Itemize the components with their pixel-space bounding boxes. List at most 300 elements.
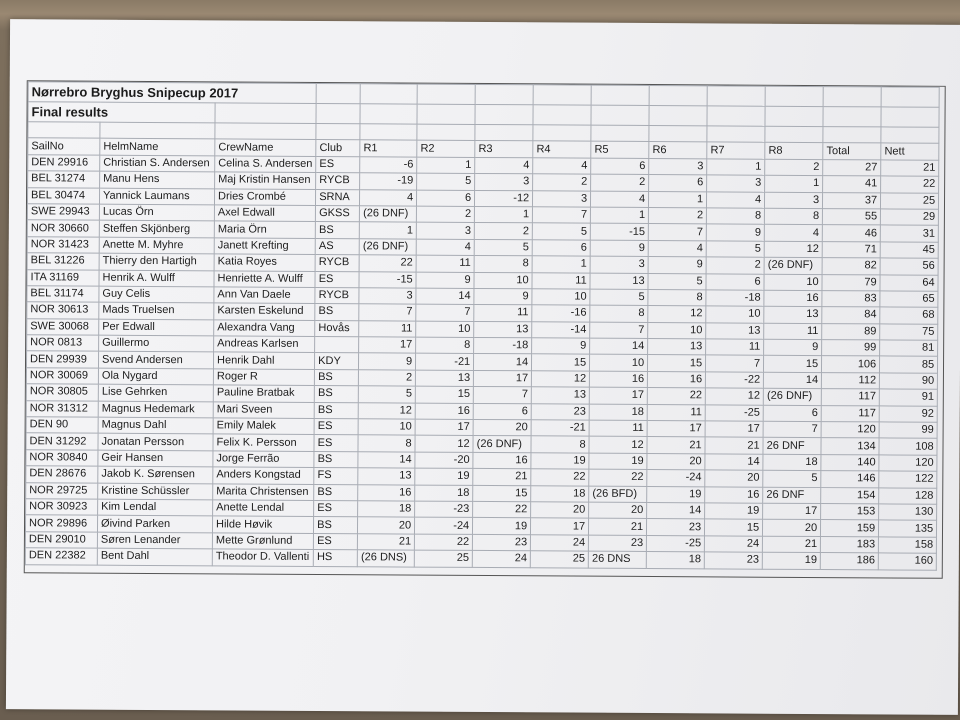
table-cell: 2 bbox=[706, 257, 764, 274]
column-header: R7 bbox=[707, 142, 765, 159]
table-cell: -20 bbox=[415, 452, 473, 469]
table-cell: 17 bbox=[647, 421, 705, 438]
table-cell: DEN 29010 bbox=[25, 531, 97, 548]
table-cell: Axel Edwall bbox=[214, 205, 315, 222]
table-cell: Anders Kongstad bbox=[213, 467, 314, 484]
table-cell: Hovås bbox=[315, 320, 359, 337]
table-cell: 19 bbox=[647, 486, 705, 503]
table-cell: 130 bbox=[879, 504, 937, 521]
table-cell: 15 bbox=[764, 356, 822, 373]
table-cell: 22 bbox=[531, 469, 589, 486]
table-cell: (26 DNF) bbox=[359, 238, 416, 255]
table-cell: 7 bbox=[359, 304, 416, 321]
table-cell: ES bbox=[314, 500, 358, 517]
table-cell: 158 bbox=[879, 537, 937, 554]
table-cell: 7 bbox=[533, 207, 591, 224]
table-cell: 2 bbox=[591, 174, 649, 191]
table-cell: 117 bbox=[821, 389, 879, 406]
table-cell: 24 bbox=[705, 536, 763, 553]
table-cell: 29 bbox=[881, 209, 939, 226]
table-cell: 99 bbox=[822, 340, 880, 357]
table-cell: 12 bbox=[764, 241, 822, 258]
table-cell: 18 bbox=[589, 404, 647, 421]
table-cell: RYCB bbox=[316, 173, 360, 190]
table-cell: BS bbox=[315, 304, 359, 321]
table-cell: 4 bbox=[475, 157, 533, 174]
table-cell: 6 bbox=[649, 175, 707, 192]
table-cell: 11 bbox=[589, 420, 647, 437]
table-cell: -23 bbox=[415, 501, 473, 518]
table-cell: 64 bbox=[880, 274, 938, 291]
table-cell: 5 bbox=[706, 241, 764, 258]
table-cell: 106 bbox=[822, 356, 880, 373]
table-cell: Janett Krefting bbox=[214, 238, 315, 255]
table-cell: 9 bbox=[359, 353, 416, 370]
table-cell: 17 bbox=[415, 419, 473, 436]
table-cell: 160 bbox=[878, 553, 936, 570]
table-cell: BS bbox=[314, 517, 358, 534]
table-cell: 26 DNS bbox=[588, 551, 646, 568]
column-header: R6 bbox=[649, 142, 707, 159]
table-cell: 21 bbox=[358, 533, 415, 550]
table-cell: KDY bbox=[315, 353, 359, 370]
table-cell: 65 bbox=[880, 291, 938, 308]
table-cell: 31 bbox=[880, 225, 938, 242]
table-cell: Maj Kristin Hansen bbox=[215, 172, 316, 189]
table-cell: 154 bbox=[821, 487, 879, 504]
table-cell: 89 bbox=[822, 323, 880, 340]
table-cell: 21 bbox=[473, 469, 531, 486]
table-cell: 120 bbox=[879, 455, 937, 472]
table-cell: 13 bbox=[474, 321, 532, 338]
table-cell: 9 bbox=[474, 288, 532, 305]
table-cell: 19 bbox=[762, 552, 820, 569]
table-cell: NOR 31312 bbox=[26, 400, 98, 417]
table-cell: 18 bbox=[415, 485, 473, 502]
table-cell: Pauline Bratbak bbox=[213, 385, 314, 402]
table-cell: 17 bbox=[589, 387, 647, 404]
table-cell: 8 bbox=[416, 337, 474, 354]
table-cell: 22 bbox=[589, 469, 647, 486]
table-cell: 18 bbox=[358, 501, 415, 518]
table-cell: 183 bbox=[821, 536, 879, 553]
table-cell: 19 bbox=[473, 518, 531, 535]
table-cell: 19 bbox=[705, 503, 763, 520]
table-cell: 8 bbox=[707, 208, 765, 225]
table-cell: 7 bbox=[590, 322, 648, 339]
table-cell: 17 bbox=[763, 503, 821, 520]
table-cell: 5 bbox=[474, 239, 532, 256]
table-cell: SRNA bbox=[316, 189, 360, 206]
table-cell: Felix K. Persson bbox=[213, 434, 314, 451]
column-header: HelmName bbox=[100, 139, 215, 156]
table-cell: 22 bbox=[473, 501, 531, 518]
table-cell: 7 bbox=[416, 304, 474, 321]
table-cell: 6 bbox=[591, 158, 649, 175]
table-cell: Magnus Hedemark bbox=[98, 401, 213, 418]
table-cell: 12 bbox=[358, 402, 415, 419]
table-cell: -25 bbox=[647, 535, 705, 552]
table-cell: RYCB bbox=[315, 287, 359, 304]
table-cell: -15 bbox=[359, 271, 416, 288]
table-cell: 14 bbox=[416, 288, 474, 305]
table-cell: 11 bbox=[474, 305, 532, 322]
table-cell: -25 bbox=[705, 404, 763, 421]
table-cell: 122 bbox=[879, 471, 937, 488]
table-cell: 81 bbox=[880, 340, 938, 357]
table-cell: Manu Hens bbox=[100, 171, 215, 188]
table-cell: Theodor D. Vallenti bbox=[212, 549, 313, 566]
table-cell: 25 bbox=[414, 550, 472, 567]
table-cell: 153 bbox=[821, 504, 879, 521]
table-cell: 6 bbox=[706, 273, 764, 290]
table-cell: SWE 30068 bbox=[27, 318, 99, 335]
table-cell: 22 bbox=[415, 534, 473, 551]
table-cell: Henrik A. Wulff bbox=[99, 270, 214, 287]
table-cell: 186 bbox=[820, 553, 878, 570]
table-cell: BEL 31174 bbox=[27, 286, 99, 303]
table-cell: 9 bbox=[648, 257, 706, 274]
table-cell: 10 bbox=[474, 272, 532, 289]
table-cell: 92 bbox=[879, 406, 937, 423]
table-cell: -18 bbox=[474, 338, 532, 355]
table-cell: 6 bbox=[763, 405, 821, 422]
table-cell: Thierry den Hartigh bbox=[99, 253, 214, 270]
table-cell: NOR 30805 bbox=[26, 384, 98, 401]
table-cell: 68 bbox=[880, 307, 938, 324]
table-cell: RYCB bbox=[315, 255, 359, 272]
table-cell: 9 bbox=[532, 338, 590, 355]
table-cell: 13 bbox=[648, 339, 706, 356]
table-cell: Søren Lenander bbox=[97, 532, 212, 549]
table-cell: 19 bbox=[415, 468, 473, 485]
table-cell: 159 bbox=[821, 520, 879, 537]
table-cell: Henriette A. Wulff bbox=[214, 270, 315, 287]
table-cell: 10 bbox=[648, 322, 706, 339]
table-cell: 23 bbox=[589, 535, 647, 552]
table-cell: 7 bbox=[473, 387, 531, 404]
table-cell: 10 bbox=[358, 419, 415, 436]
table-cell: 19 bbox=[531, 453, 589, 470]
table-cell: ES bbox=[314, 418, 358, 435]
table-cell: 99 bbox=[879, 422, 937, 439]
table-cell: 23 bbox=[704, 552, 762, 569]
table-cell: DEN 22382 bbox=[25, 548, 97, 565]
sheet-subtitle: Final results bbox=[28, 102, 215, 123]
table-cell: 23 bbox=[473, 534, 531, 551]
table-cell bbox=[315, 337, 359, 354]
table-cell: 20 bbox=[763, 520, 821, 537]
table-cell: -24 bbox=[647, 470, 705, 487]
table-cell: Karsten Eskelund bbox=[214, 303, 315, 320]
table-cell: Henrik Dahl bbox=[213, 352, 314, 369]
table-cell: Jakob K. Sørensen bbox=[98, 466, 213, 483]
table-cell: Marita Christensen bbox=[213, 483, 314, 500]
table-cell: 5 bbox=[417, 173, 475, 190]
table-cell: 4 bbox=[533, 158, 591, 175]
table-cell: Roger R bbox=[213, 369, 314, 386]
table-cell: 15 bbox=[705, 519, 763, 536]
table-cell: 11 bbox=[706, 339, 764, 356]
table-cell: Bent Dahl bbox=[97, 548, 212, 565]
table-cell: BS bbox=[315, 369, 359, 386]
table-cell: BEL 30474 bbox=[27, 187, 99, 204]
table-cell: 120 bbox=[821, 422, 879, 439]
table-cell: 7 bbox=[763, 421, 821, 438]
table-cell: 13 bbox=[706, 323, 764, 340]
table-cell: Celina S. Andersen bbox=[215, 156, 316, 173]
table-cell: 55 bbox=[823, 209, 881, 226]
table-cell: 2 bbox=[417, 206, 475, 223]
table-cell: 20 bbox=[473, 419, 531, 436]
column-header: Nett bbox=[881, 143, 939, 160]
table-cell: 13 bbox=[764, 307, 822, 324]
table-cell: Per Edwall bbox=[99, 319, 214, 336]
table-cell: BS bbox=[314, 386, 358, 403]
table-cell: 4 bbox=[764, 225, 822, 242]
table-cell: 45 bbox=[880, 242, 938, 259]
table-cell: HS bbox=[313, 550, 357, 567]
table-cell: 83 bbox=[822, 290, 880, 307]
table-cell: 9 bbox=[764, 339, 822, 356]
table-cell: BEL 31274 bbox=[28, 171, 100, 188]
table-cell: NOR 31423 bbox=[27, 236, 99, 253]
table-cell: -19 bbox=[360, 173, 417, 190]
table-cell: 9 bbox=[416, 272, 474, 289]
table-cell: Svend Andersen bbox=[98, 352, 213, 369]
column-header: R8 bbox=[765, 143, 823, 160]
table-cell: 13 bbox=[358, 468, 415, 485]
table-cell: Jorge Ferrão bbox=[213, 451, 314, 468]
table-cell: Ola Nygard bbox=[98, 368, 213, 385]
table-cell: 14 bbox=[358, 452, 415, 469]
table-cell: 41 bbox=[823, 176, 881, 193]
table-cell: 7 bbox=[648, 224, 706, 241]
paper-sheet bbox=[6, 19, 960, 715]
table-cell: 8 bbox=[531, 436, 589, 453]
table-cell: 10 bbox=[590, 355, 648, 372]
table-cell: 17 bbox=[531, 518, 589, 535]
table-cell: 11 bbox=[532, 272, 590, 289]
table-cell: 134 bbox=[821, 438, 879, 455]
table-cell: 112 bbox=[822, 372, 880, 389]
column-header: R3 bbox=[475, 141, 533, 158]
table-cell: 20 bbox=[705, 470, 763, 487]
table-cell: 22 bbox=[359, 255, 416, 272]
table-cell: Mari Sveen bbox=[213, 401, 314, 418]
table-cell: 10 bbox=[532, 289, 590, 306]
table-cell: 11 bbox=[647, 404, 705, 421]
table-cell: GKSS bbox=[316, 205, 360, 222]
table-cell: 16 bbox=[358, 484, 415, 501]
table-cell: 4 bbox=[416, 239, 474, 256]
table-cell: 1 bbox=[707, 159, 765, 176]
column-header: Total bbox=[823, 143, 881, 160]
table-cell: 3 bbox=[590, 256, 648, 273]
table-cell: 1 bbox=[532, 256, 590, 273]
table-cell: 12 bbox=[415, 436, 473, 453]
table-cell: -12 bbox=[475, 190, 533, 207]
table-cell: 8 bbox=[474, 256, 532, 273]
table-cell: 3 bbox=[765, 192, 823, 209]
table-cell: 21 bbox=[881, 160, 939, 177]
table-cell: 3 bbox=[359, 288, 416, 305]
table-cell: 12 bbox=[705, 388, 763, 405]
table-cell: Mette Grønlund bbox=[212, 533, 313, 550]
table-cell: DEN 29916 bbox=[28, 154, 100, 171]
sheet-title: Nørrebro Bryghus Snipecup 2017 bbox=[28, 82, 316, 104]
table-cell: 3 bbox=[475, 174, 533, 191]
table-cell: BEL 31226 bbox=[27, 253, 99, 270]
table-cell: (26 DNS) bbox=[357, 550, 414, 567]
table-cell: -14 bbox=[532, 321, 590, 338]
table-cell: -18 bbox=[706, 290, 764, 307]
table-cell: 82 bbox=[822, 258, 880, 275]
table-cell: -24 bbox=[415, 517, 473, 534]
table-cell: 17 bbox=[474, 370, 532, 387]
table-cell: (26 DNF) bbox=[473, 436, 531, 453]
table-cell: 2 bbox=[474, 223, 532, 240]
table-cell: 26 DNF bbox=[763, 487, 821, 504]
table-cell: 12 bbox=[589, 437, 647, 454]
table-cell: 1 bbox=[417, 157, 475, 174]
table-cell: 21 bbox=[705, 437, 763, 454]
table-cell: 1 bbox=[359, 222, 416, 239]
table-cell: NOR 29725 bbox=[26, 482, 98, 499]
table-cell: 20 bbox=[531, 502, 589, 519]
table-cell: 117 bbox=[821, 405, 879, 422]
table-cell: 24 bbox=[531, 535, 589, 552]
table-cell: 146 bbox=[821, 471, 879, 488]
table-cell: 37 bbox=[823, 192, 881, 209]
table-cell: 13 bbox=[590, 273, 648, 290]
table-cell: -6 bbox=[360, 157, 417, 174]
table-cell: 17 bbox=[705, 421, 763, 438]
table-cell: DEN 31292 bbox=[26, 433, 98, 450]
table-cell: 5 bbox=[648, 273, 706, 290]
table-cell: Anette Lendal bbox=[213, 500, 314, 517]
table-cell: Emily Malek bbox=[213, 418, 314, 435]
table-cell: -21 bbox=[531, 420, 589, 437]
table-cell: 6 bbox=[473, 403, 531, 420]
table-cell: (26 BFD) bbox=[589, 486, 647, 503]
table-cell: Anette M. Myhre bbox=[99, 237, 214, 254]
table-cell: ES bbox=[315, 271, 359, 288]
table-cell: (26 DNF) bbox=[360, 206, 417, 223]
table-cell: 11 bbox=[416, 255, 474, 272]
table-cell: 16 bbox=[590, 371, 648, 388]
column-header: R2 bbox=[417, 140, 475, 157]
column-header: Club bbox=[316, 140, 360, 157]
table-cell: 10 bbox=[416, 321, 474, 338]
table-cell: 23 bbox=[647, 519, 705, 536]
table-cell: 16 bbox=[705, 486, 763, 503]
table-cell: 46 bbox=[822, 225, 880, 242]
table-cell: 3 bbox=[416, 222, 474, 239]
results-table bbox=[25, 81, 940, 570]
table-cell: DEN 90 bbox=[26, 417, 98, 434]
table-cell: 18 bbox=[763, 454, 821, 471]
table-cell: -15 bbox=[590, 223, 648, 240]
table-cell: 5 bbox=[763, 470, 821, 487]
table-cell: 18 bbox=[531, 485, 589, 502]
table-cell: 84 bbox=[822, 307, 880, 324]
table-cell: 14 bbox=[474, 354, 532, 371]
table-cell: 7 bbox=[706, 355, 764, 372]
table-cell: 20 bbox=[647, 453, 705, 470]
table-cell: 4 bbox=[360, 189, 417, 206]
table-cell: 8 bbox=[358, 435, 415, 452]
table-cell: 16 bbox=[473, 452, 531, 469]
table-cell: 79 bbox=[822, 274, 880, 291]
table-cell: Dries Crombé bbox=[214, 188, 315, 205]
table-cell: Yannick Laumans bbox=[99, 188, 214, 205]
table-cell: 16 bbox=[764, 290, 822, 307]
table-cell: Hilde Høvik bbox=[212, 516, 313, 533]
table-cell: 2 bbox=[649, 207, 707, 224]
table-cell: 1 bbox=[475, 206, 533, 223]
table-cell: ES bbox=[314, 435, 358, 452]
table-cell: BS bbox=[315, 222, 359, 239]
table-cell: Lucas Örn bbox=[99, 204, 214, 221]
table-cell: BS bbox=[314, 402, 358, 419]
table-cell: 17 bbox=[359, 337, 416, 354]
table-cell: Alexandra Vang bbox=[214, 320, 315, 337]
table-cell: 5 bbox=[358, 386, 415, 403]
table-cell: 9 bbox=[706, 224, 764, 241]
table-cell: Øivind Parken bbox=[97, 516, 212, 533]
table-cell: 91 bbox=[879, 389, 937, 406]
table-cell: 8 bbox=[648, 289, 706, 306]
table-cell: Guy Celis bbox=[99, 286, 214, 303]
table-cell: 13 bbox=[416, 370, 474, 387]
table-cell: Katia Royes bbox=[214, 254, 315, 271]
table-cell: Magnus Dahl bbox=[98, 417, 213, 434]
table-cell: (26 DNF) bbox=[763, 388, 821, 405]
table-cell: 4 bbox=[648, 240, 706, 257]
column-header: R5 bbox=[591, 142, 649, 159]
table-cell: -16 bbox=[532, 305, 590, 322]
table-cell: 14 bbox=[764, 372, 822, 389]
table-cell: 15 bbox=[415, 386, 473, 403]
table-cell: NOR 30613 bbox=[27, 302, 99, 319]
table-cell: NOR 0813 bbox=[27, 335, 99, 352]
table-cell: BS bbox=[314, 451, 358, 468]
column-header: R4 bbox=[533, 141, 591, 158]
table-cell: -22 bbox=[706, 372, 764, 389]
table-cell: Christian S. Andersen bbox=[100, 155, 215, 172]
table-cell: 10 bbox=[764, 274, 822, 291]
table-cell: 3 bbox=[649, 158, 707, 175]
table-cell: Maria Örn bbox=[214, 221, 315, 238]
table-cell: DEN 29939 bbox=[26, 351, 98, 368]
table-cell: 4 bbox=[707, 191, 765, 208]
table-cell: 108 bbox=[879, 438, 937, 455]
table-cell: NOR 29896 bbox=[25, 515, 97, 532]
table-cell: 21 bbox=[647, 437, 705, 454]
table-cell: 15 bbox=[473, 485, 531, 502]
table-cell: NOR 30660 bbox=[27, 220, 99, 237]
table-cell: Geir Hansen bbox=[98, 450, 213, 467]
table-cell: 9 bbox=[590, 240, 648, 257]
table-cell: 20 bbox=[589, 502, 647, 519]
table-cell: 6 bbox=[417, 190, 475, 207]
table-cell: 1 bbox=[765, 175, 823, 192]
table-cell: 16 bbox=[415, 403, 473, 420]
table-cell: 3 bbox=[707, 175, 765, 192]
table-cell: NOR 30923 bbox=[26, 499, 98, 516]
table-cell: 2 bbox=[765, 159, 823, 176]
